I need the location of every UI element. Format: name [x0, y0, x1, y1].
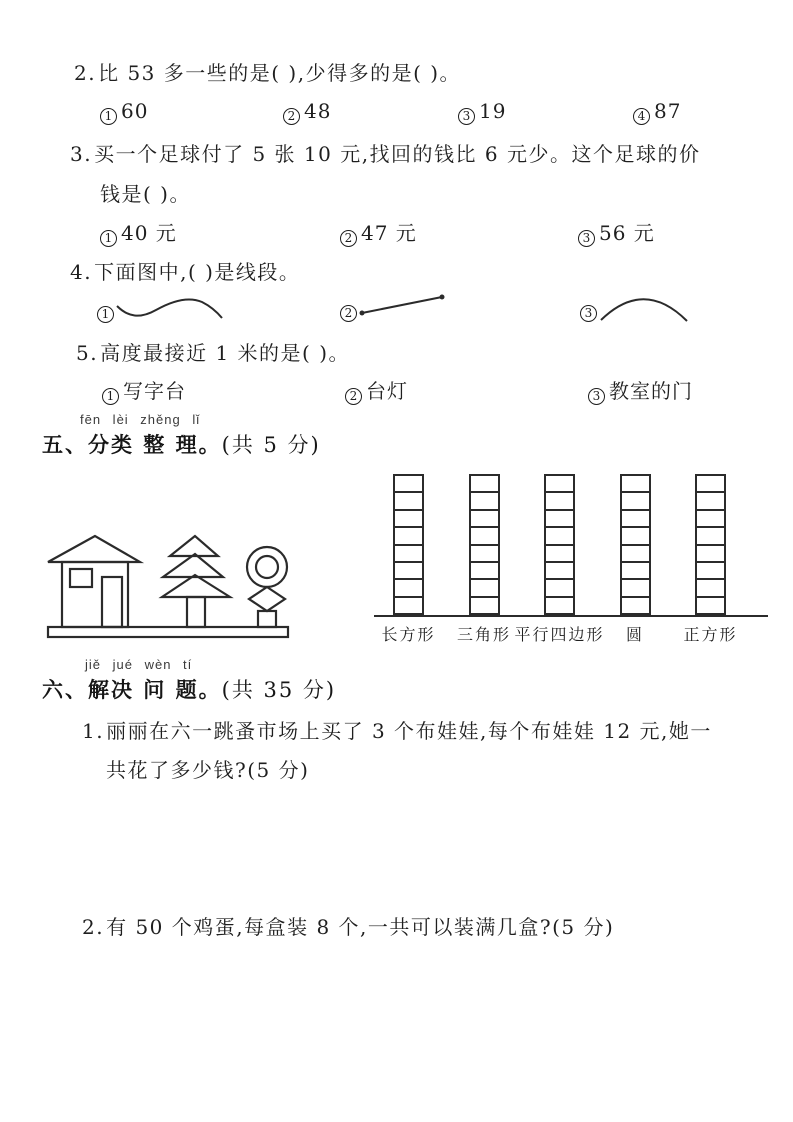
tally-chart-axis — [374, 615, 768, 617]
tally-column-label: 三角形 — [456, 625, 511, 644]
tally-cell — [697, 493, 724, 510]
tally-cell — [697, 476, 724, 493]
ground-rectangle — [48, 627, 288, 637]
tally-cell — [697, 598, 724, 613]
tally-cell — [697, 511, 724, 528]
tally-cell — [395, 511, 422, 528]
s6-problem-1-line1 — [82, 715, 712, 744]
circled-number: 3 — [580, 305, 597, 322]
circled-number: 3 — [458, 108, 475, 125]
option-label: 教室的门 — [609, 379, 693, 403]
tally-cell — [395, 493, 422, 510]
option-label: 40 元 — [121, 221, 177, 245]
option-label: 56 元 — [599, 221, 655, 245]
tally-cell — [471, 493, 498, 510]
tally-cell — [395, 476, 422, 493]
house-window-square — [70, 569, 92, 587]
sign-inner-circle — [256, 556, 278, 578]
option-label: 47 元 — [361, 221, 417, 245]
section-6-pinyin: jiě jué wèn tí — [85, 657, 193, 672]
q2-option-4 — [633, 99, 681, 125]
tally-column — [544, 474, 575, 615]
q5-option-2 — [345, 375, 408, 405]
circled-number: 1 — [100, 230, 117, 247]
house-roof-triangle — [48, 536, 140, 562]
circled-number: 1 — [102, 388, 119, 405]
question-4-stem — [70, 256, 300, 285]
question-3-stem-line1 — [70, 138, 701, 167]
tally-column-label: 长方形 — [381, 625, 436, 644]
tally-cell — [546, 511, 573, 528]
tally-cell — [471, 528, 498, 545]
circled-number: 1 — [97, 306, 114, 323]
question-5-stem — [76, 337, 350, 366]
tally-cell — [546, 546, 573, 563]
question-text: 高度最接近 1 米的是( )。 — [100, 341, 350, 365]
tally-cell — [622, 476, 649, 493]
tally-cell — [697, 546, 724, 563]
section-6-points: (共 35 分) — [221, 678, 337, 702]
option-label: 写字台 — [123, 379, 186, 403]
tally-cell — [622, 528, 649, 545]
sign-outer-circle — [247, 547, 287, 587]
circled-number: 3 — [588, 388, 605, 405]
circled-number: 2 — [283, 108, 300, 125]
question-number: 3. — [70, 142, 93, 166]
option-label: 60 — [121, 99, 149, 123]
section-5-pinyin: fēn lèi zhěng lǐ — [80, 412, 201, 427]
tally-cell — [697, 563, 724, 580]
s6-problem-1-line2: 共花了多少钱?(5 分) — [106, 758, 310, 782]
q3-option-3 — [578, 217, 655, 247]
house-door-rectangle — [102, 577, 122, 627]
problem-text: 丽丽在六一跳蚤市场上买了 3 个布娃娃,每个布娃娃 12 元,她一 — [106, 719, 712, 743]
house-body-square — [62, 562, 128, 627]
question-text: 下面图中,( )是线段。 — [94, 260, 301, 284]
s6-problem-2 — [82, 911, 614, 940]
problem-number: 1. — [82, 719, 105, 743]
shapes-scene-figure — [45, 524, 295, 644]
question-number: 2. — [74, 61, 97, 85]
q3-option-1 — [100, 217, 177, 247]
tally-cell — [395, 528, 422, 545]
figure-arc — [598, 290, 690, 324]
tally-cell — [622, 546, 649, 563]
figure-line-segment — [357, 291, 449, 319]
tally-column — [695, 474, 726, 615]
q3-option-2 — [340, 217, 417, 247]
tally-column — [393, 474, 424, 615]
circled-number: 2 — [340, 230, 357, 247]
tally-column — [469, 474, 500, 615]
tally-cell — [471, 580, 498, 597]
tally-cell — [471, 598, 498, 613]
q2-option-2 — [283, 99, 331, 125]
tally-column-label: 正方形 — [683, 625, 738, 644]
circled-number: 2 — [345, 388, 362, 405]
problem-number: 2. — [82, 915, 105, 939]
circled-number: 2 — [340, 305, 357, 322]
q2-option-1 — [100, 99, 148, 125]
tally-cell — [546, 598, 573, 613]
sign-base-square — [258, 611, 276, 627]
tally-cell — [622, 511, 649, 528]
circled-number: 1 — [100, 108, 117, 125]
tally-cell — [546, 563, 573, 580]
tree-bottom-triangle — [162, 575, 230, 597]
tally-cell — [395, 546, 422, 563]
option-label: 87 — [654, 99, 682, 123]
tally-cell — [697, 580, 724, 597]
tally-cell — [697, 528, 724, 545]
tally-cell — [471, 546, 498, 563]
circled-number: 3 — [578, 230, 595, 247]
question-text: 比 53 多一些的是( ),少得多的是( )。 — [98, 61, 462, 85]
section-5-title: 五、分类 整 理。(共 5 分) — [42, 432, 321, 457]
problem-text: 有 50 个鸡蛋,每盒装 8 个,一共可以装满几盒?(5 分) — [106, 915, 615, 939]
section-6-title: 六、解决 问 题。(共 35 分) — [42, 677, 337, 702]
tally-cell — [395, 563, 422, 580]
tally-cell — [546, 580, 573, 597]
question-text: 买一个足球付了 5 张 10 元,找回的钱比 6 元少。这个足球的价 — [94, 142, 701, 166]
tally-cell — [546, 528, 573, 545]
tree-trunk-rectangle — [187, 597, 205, 627]
tally-column — [620, 474, 651, 615]
question-number: 4. — [70, 260, 93, 284]
tree-middle-triangle — [163, 554, 223, 577]
figure-wavy-line — [114, 294, 226, 324]
tally-cell — [471, 511, 498, 528]
tree-top-triangle — [170, 536, 218, 556]
tally-cell — [546, 476, 573, 493]
tally-cell — [471, 476, 498, 493]
q5-option-1 — [102, 375, 186, 405]
question-3-stem-line2: 钱是( )。 — [100, 182, 191, 206]
option-label: 19 — [479, 99, 507, 123]
tally-cell — [395, 598, 422, 613]
tally-cell — [622, 598, 649, 613]
q2-option-3 — [458, 99, 506, 125]
tally-chart — [374, 472, 768, 650]
q5-option-3 — [588, 375, 693, 405]
sign-diamond — [249, 587, 285, 611]
tally-cell — [622, 563, 649, 580]
tally-cell — [622, 493, 649, 510]
tally-column-label: 圆 — [625, 625, 644, 644]
section-5-points: (共 5 分) — [221, 433, 321, 457]
question-2-stem — [74, 57, 461, 86]
tally-column-label: 平行四边形 — [514, 625, 605, 644]
tally-cell — [471, 563, 498, 580]
question-number: 5. — [76, 341, 99, 365]
option-label: 48 — [304, 99, 332, 123]
tally-cell — [622, 580, 649, 597]
tally-cell — [546, 493, 573, 510]
circled-number: 4 — [633, 108, 650, 125]
option-label: 台灯 — [366, 379, 408, 403]
tally-cell — [395, 580, 422, 597]
